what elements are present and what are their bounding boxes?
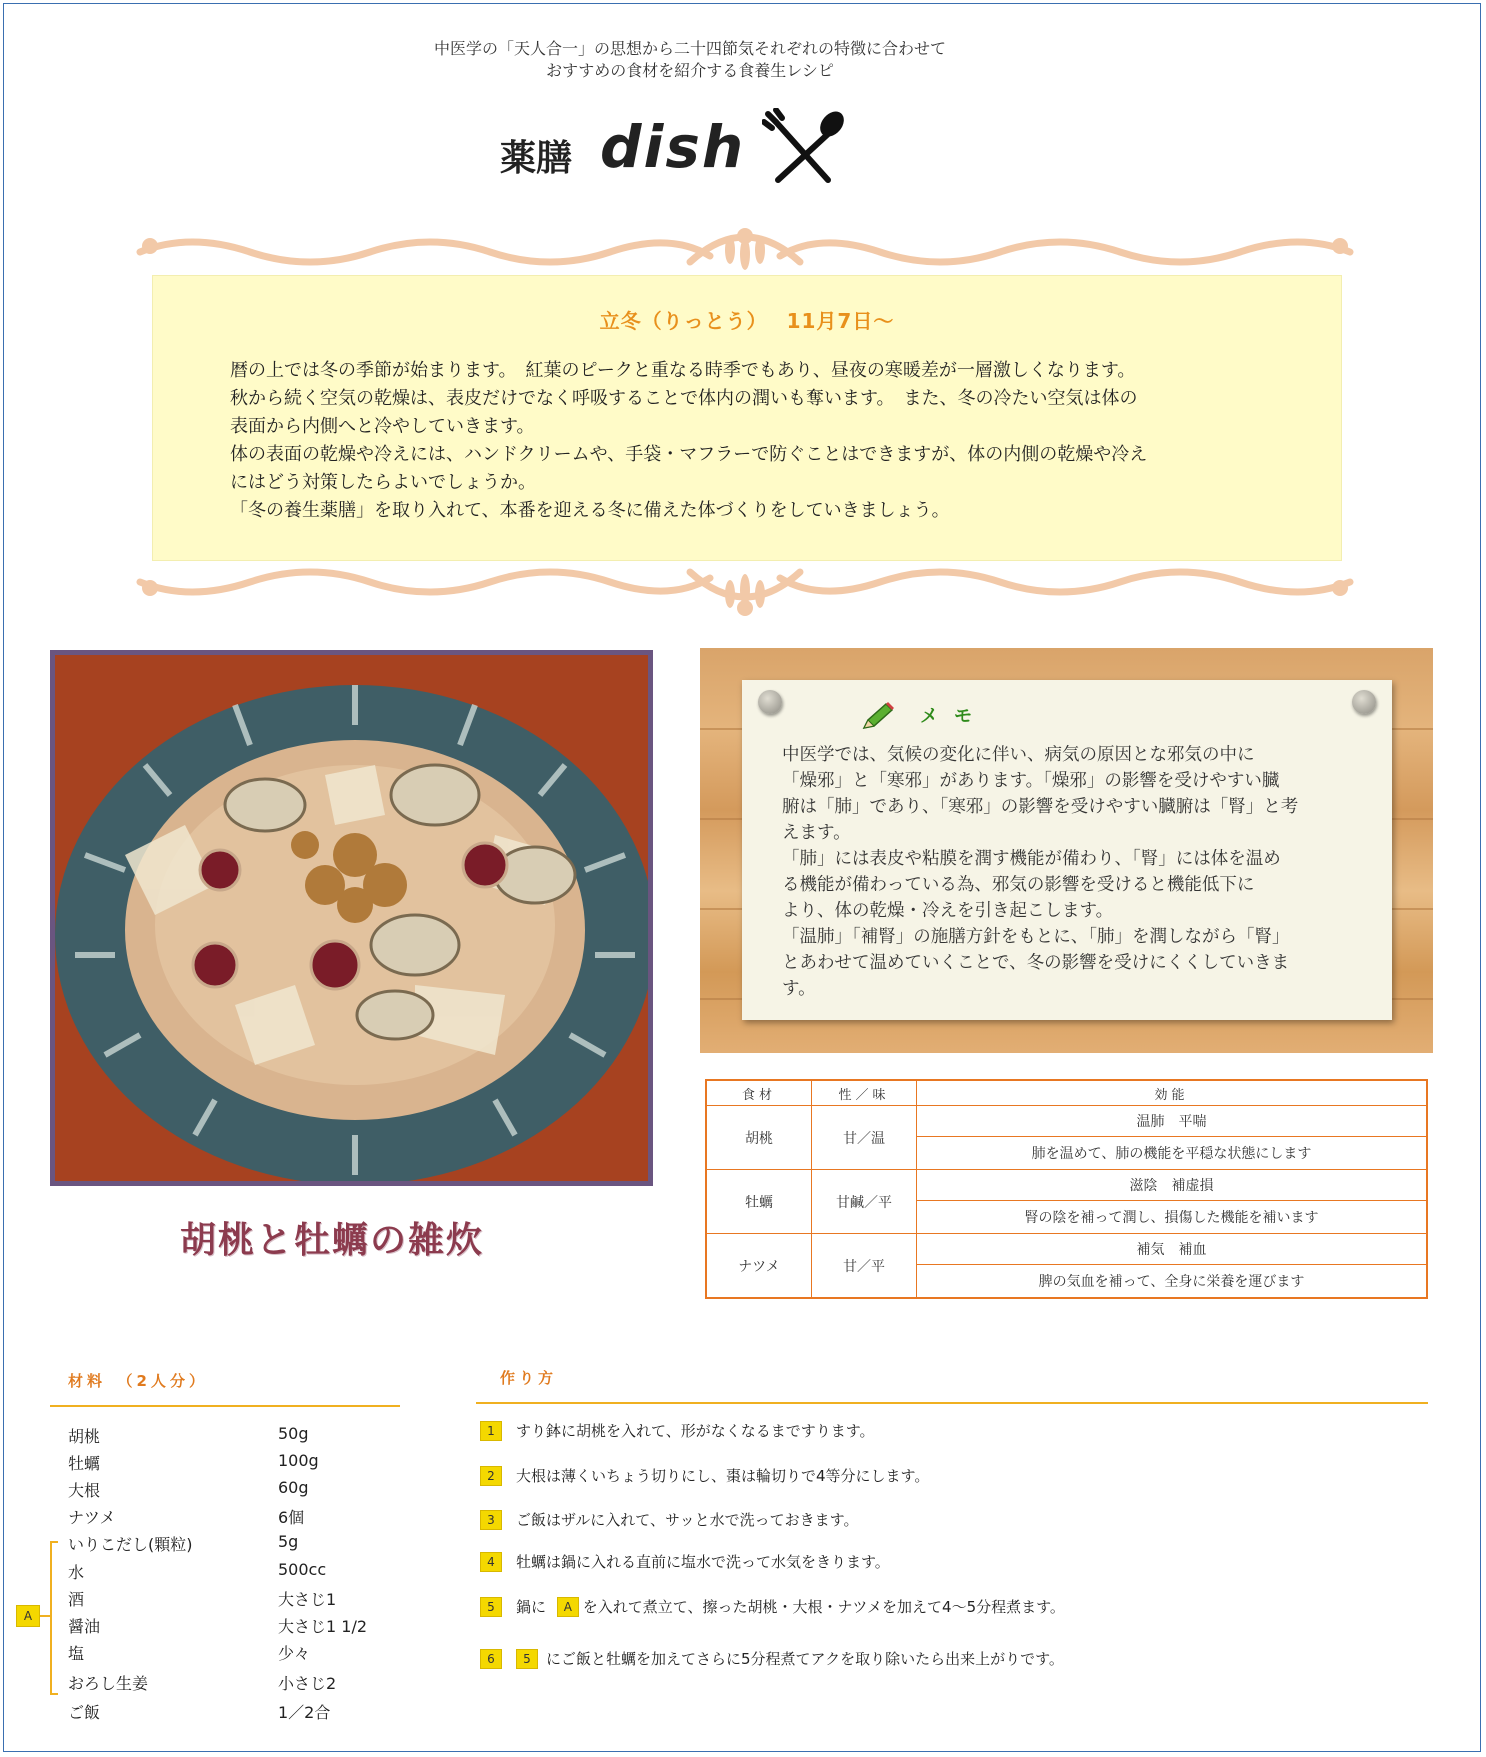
season-paragraph: 表面から内側へと冷やしていきます。 (230, 416, 535, 437)
ingredient-name: 醤油 (68, 1617, 101, 1636)
column-header-food: 食材 (706, 1080, 812, 1106)
memo-paragraph: る機能が備わっている為、邪気の影響を受けると機能低下に (782, 875, 1255, 895)
memo-text (782, 742, 1357, 1002)
method-step (480, 1465, 929, 1493)
method-step (480, 1420, 875, 1448)
ingredient-name: いりこだし(顆粒) (68, 1535, 193, 1554)
ingredient-qty: 500cc (278, 1560, 327, 1579)
season-panel (152, 275, 1342, 561)
step-number: 5 (480, 1597, 502, 1617)
nature-cell: 甘鹹／平 (812, 1170, 917, 1234)
effect-cell: 補気 補血 (917, 1234, 1428, 1265)
dish-title: 胡桃と牡蠣の雑炊 (180, 1219, 485, 1261)
food-cell: ナツメ (706, 1234, 812, 1299)
table-header-row (706, 1080, 1427, 1106)
ingredients-heading: 材料 （2人分） (68, 1372, 208, 1390)
season-paragraph: にはどう対策したらよいでしょうか。 (230, 472, 536, 493)
fork-spoon-icon (762, 108, 844, 188)
effect-detail-cell: 肺を温めて、肺の機能を平穏な状態にします (917, 1137, 1428, 1170)
ingredient-name: ご飯 (68, 1703, 101, 1722)
memo-paragraph: す。 (782, 979, 816, 999)
ingredient-name: 酒 (68, 1590, 85, 1609)
memo-paragraph: 「肺」には表皮や粘膜を潤す機能が備わり、「腎」には体を温め (782, 849, 1281, 869)
step-text: 牡蠣は鍋に入れる直前に塩水で洗って水気をきります。 (516, 1553, 890, 1571)
logo (500, 108, 860, 188)
step-number: 3 (480, 1510, 502, 1530)
method-divider (476, 1402, 1428, 1404)
ingredient-row (68, 1532, 368, 1558)
step-text: すり鉢に胡桃を入れて、形がなくなるまですります。 (516, 1422, 875, 1440)
effect-detail-cell: 腎の陰を補って潤し、損傷した機能を補います (917, 1201, 1428, 1234)
ornament-bottom (130, 552, 1360, 622)
step-number: 2 (480, 1466, 502, 1486)
ingredient-row (68, 1641, 368, 1667)
step-text: にご飯と牡蠣を加えてさらに5分程煮てアクを取り除いたら出来上がりです。 (546, 1650, 1064, 1668)
food-cell: 胡桃 (706, 1106, 812, 1170)
ingredient-qty: 6個 (278, 1508, 305, 1527)
ingredient-row (68, 1478, 368, 1504)
step-ref: 5 (516, 1649, 538, 1669)
ingredients-divider (50, 1405, 400, 1407)
ingredient-qty: 小さじ2 (278, 1674, 337, 1693)
ingredient-name: おろし生姜 (68, 1674, 149, 1693)
step-text: を入れて煮立て、擦った胡桃・大根・ナツメを加えて4～5分程煮ます。 (582, 1598, 1065, 1616)
ingredient-qty: 大さじ1 (278, 1590, 337, 1609)
logo-kanji: 薬膳 (500, 137, 573, 179)
memo-paragraph: えます。 (782, 823, 851, 843)
ingredient-row (68, 1424, 368, 1450)
group-bracket-tick (40, 1615, 52, 1617)
dish-illustration (55, 655, 648, 1181)
nature-cell: 甘／温 (812, 1106, 917, 1170)
season-paragraph: 暦の上では冬の季節が始まります。 紅葉のピークと重なる時季でもあり、昼夜の寒暖差が一層激しくなります。 (230, 360, 1136, 381)
logo-word: dish (600, 113, 746, 181)
column-header-effect: 効能 (917, 1080, 1428, 1106)
ingredient-qty: 1／2合 (278, 1703, 331, 1722)
group-bracket (50, 1541, 58, 1695)
ingredient-row (68, 1700, 368, 1726)
ingredient-qty: 少々 (278, 1644, 311, 1663)
effects-table (705, 1079, 1428, 1299)
nature-cell: 甘／平 (812, 1234, 917, 1299)
intro-line-1: 中医学の「天人合一」の思想から二十四節気それぞれの特徴に合わせて (433, 39, 946, 58)
ingredient-row (68, 1614, 368, 1640)
ingredient-name: 水 (68, 1563, 85, 1582)
effect-cell: 滋陰 補虚損 (917, 1170, 1428, 1201)
season-paragraph: 「冬の養生薬膳」を取り入れて、本番を迎える冬に備えた体づくりをしていきましょう。 (230, 500, 950, 521)
ingredient-qty: 5g (278, 1532, 299, 1551)
season-paragraph: 体の表面の乾燥や冷えには、ハンドクリームや、手袋・マフラーで防ぐことはできますが、体の内側の乾燥や冷え (230, 444, 1148, 465)
effect-cell: 温肺 平喘 (917, 1106, 1428, 1137)
memo-paragraph: 「燥邪」と「寒邪」があります。「燥邪」の影響を受けやすい臓 (782, 771, 1280, 791)
season-text (230, 357, 1290, 525)
method-heading: 作り方 (500, 1369, 558, 1387)
memo-paragraph: より、体の乾燥・冷えを引き起こします。 (782, 901, 1114, 921)
ingredient-name: 牡蠣 (68, 1454, 101, 1473)
intro-text (300, 38, 1080, 82)
ingredient-qty: 50g (278, 1424, 309, 1443)
ingredient-name: 大根 (68, 1481, 101, 1500)
method-step (480, 1551, 890, 1579)
season-paragraph: 秋から続く空気の乾燥は、表皮だけでなく呼吸することで体内の潤いも奪います。 また、冬の冷たい空気は体の (230, 388, 1138, 409)
effect-detail-cell: 脾の気血を補って、全身に栄養を運びます (917, 1265, 1428, 1299)
intro-line-2: おすすめの食材を紹介する食養生レシピ (546, 61, 834, 80)
method-step (480, 1648, 1064, 1676)
ingredient-qty: 60g (278, 1478, 309, 1497)
ingredient-row (68, 1560, 368, 1586)
ingredient-row (68, 1505, 368, 1531)
table-row (706, 1234, 1427, 1265)
group-a-badge: A (16, 1605, 40, 1627)
ingredient-row (68, 1451, 368, 1477)
pushpin-icon (758, 690, 782, 714)
dish-photo (50, 650, 653, 1186)
memo-paragraph: とあわせて温めていくことで、冬の影響を受けにくくしていきま (782, 953, 1290, 973)
pencil-icon (860, 702, 896, 732)
ingredient-group-ref: A (557, 1597, 579, 1617)
ingredient-name: 塩 (68, 1644, 85, 1663)
ingredient-qty: 100g (278, 1451, 319, 1470)
pushpin-icon (1352, 690, 1376, 714)
step-number: 6 (480, 1649, 502, 1669)
column-header-nature: 性／味 (812, 1080, 917, 1106)
season-title: 立冬（りっとう） 11月7日～ (599, 309, 895, 333)
step-prefix: 鍋に (516, 1598, 547, 1616)
step-text: 大根は薄くいちょう切りにし、棗は輪切りで4等分にします。 (516, 1467, 930, 1485)
table-row (706, 1106, 1427, 1137)
memo-board (700, 648, 1433, 1053)
memo-label: メモ (920, 706, 988, 727)
ingredient-name: 胡桃 (68, 1427, 101, 1446)
step-text: ご飯はザルに入れて、サッと水で洗っておきます。 (516, 1511, 859, 1529)
step-number: 1 (480, 1421, 502, 1441)
step-number: 4 (480, 1552, 502, 1572)
memo-paragraph: 「温肺」「補腎」の施膳方針をもとに、「肺」を潤しながら「腎」 (782, 927, 1290, 947)
table-row (706, 1170, 1427, 1201)
memo-paragraph: 中医学では、気候の変化に伴い、病気の原因とな邪気の中に (782, 745, 1255, 765)
ingredient-qty: 大さじ1 1/2 (278, 1617, 368, 1636)
method-step (480, 1596, 1065, 1624)
food-cell: 牡蠣 (706, 1170, 812, 1234)
ingredient-name: ナツメ (68, 1508, 116, 1527)
memo-note (742, 680, 1392, 1020)
memo-paragraph: 腑は「肺」であり、「寒邪」の影響を受けやすい臓腑は「腎」と考 (782, 797, 1299, 817)
ingredient-row (68, 1671, 368, 1697)
memo-header (860, 702, 1060, 732)
ingredient-row (68, 1587, 368, 1613)
method-step (480, 1509, 858, 1537)
